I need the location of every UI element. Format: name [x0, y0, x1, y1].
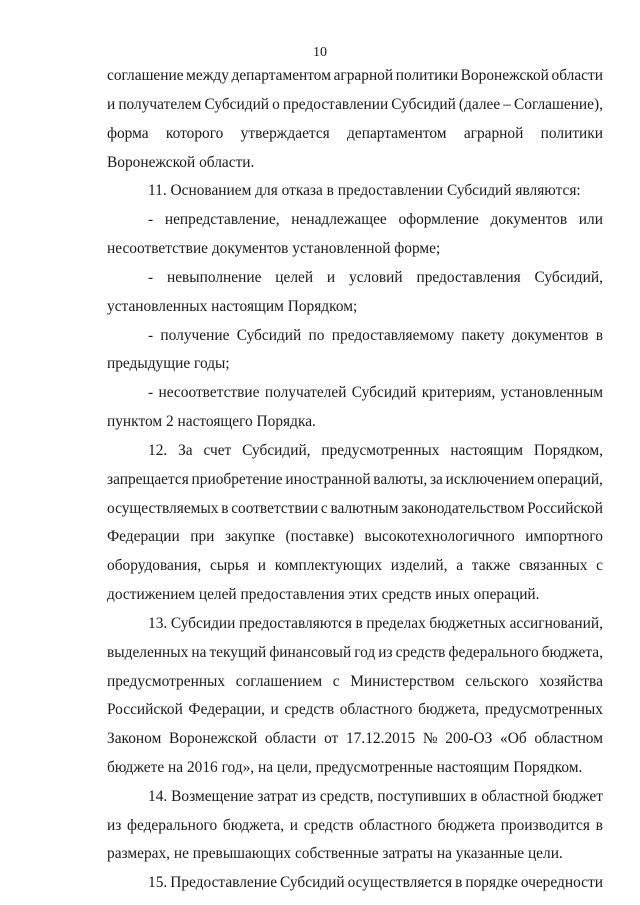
word: бюджета, — [418, 701, 480, 718]
word: 15. — [148, 874, 168, 891]
word: условий — [349, 269, 403, 286]
word: департаментом — [347, 125, 447, 142]
word: приобретение — [191, 471, 283, 488]
word: связанных — [519, 557, 588, 574]
word: политики — [540, 125, 603, 142]
word: и — [257, 557, 266, 574]
word: осуществляется — [347, 874, 453, 891]
word: Субсидий — [236, 327, 302, 344]
text-line — [107, 816, 603, 836]
word: бюджета — [437, 817, 496, 834]
word: предоставлении — [282, 96, 389, 113]
page-number: 10 — [313, 45, 327, 60]
word: или — [578, 211, 603, 228]
word: федерального — [448, 644, 539, 661]
word: областном — [534, 730, 603, 747]
word: - — [148, 211, 154, 228]
word: Предоставление — [170, 874, 278, 891]
word: очередности — [520, 874, 603, 891]
word: несоответствие — [158, 384, 260, 401]
word: Порядком, — [533, 442, 603, 459]
text-line — [107, 527, 603, 547]
text-line — [148, 441, 603, 461]
word: сельского — [465, 673, 529, 690]
word: Субсидий — [351, 384, 417, 401]
text-line: несоответствие документов установленной форме; — [107, 240, 441, 257]
word: предусмотренных — [484, 701, 603, 718]
word: настоящим — [450, 442, 524, 459]
text-line: установленных настоящим Порядком; — [107, 298, 358, 315]
word: ассигнований, — [509, 615, 603, 632]
word: выделенных — [107, 644, 189, 661]
text-line — [107, 556, 603, 576]
word: импортного — [525, 528, 603, 545]
text-line — [148, 210, 603, 230]
word: комплектующих — [274, 557, 383, 574]
word: критериям, — [421, 384, 496, 401]
word: в — [221, 500, 229, 517]
word: между — [186, 67, 229, 84]
word: областного — [359, 817, 432, 834]
word: Субсидий — [391, 96, 456, 113]
word: Федерации — [107, 528, 180, 545]
word: предусмотренных — [107, 673, 226, 690]
word: непредставление, — [164, 211, 280, 228]
word: при — [190, 528, 215, 545]
word: получателей — [264, 384, 347, 401]
text-line: пунктом 2 настоящего Порядка. — [107, 413, 316, 430]
text-line — [148, 873, 603, 893]
word: Субсидий, — [242, 442, 311, 459]
text-line — [107, 499, 603, 519]
word: 17.12.2015 — [345, 730, 416, 747]
word: из — [378, 644, 393, 661]
word: исключением — [445, 471, 535, 488]
word: по — [308, 327, 325, 344]
word: оформление — [398, 211, 479, 228]
text-line: размерах, не превышающих собственные затраты на указанные цели. — [107, 845, 563, 862]
word: также — [471, 557, 511, 574]
word: области — [264, 730, 317, 747]
text-line: бюджете на 2016 год», на цели, предусмотренные настоящим Порядком. — [107, 759, 583, 776]
text-line — [107, 470, 603, 490]
word: из — [107, 817, 122, 834]
word: а — [456, 557, 464, 574]
word: в — [470, 788, 478, 805]
word: в — [455, 874, 463, 891]
word: запрещается — [107, 471, 189, 488]
word: и — [326, 269, 336, 286]
word: соглашением — [235, 673, 323, 690]
word: сырья — [210, 557, 249, 574]
text-line — [107, 643, 603, 663]
word: предоставляются — [238, 615, 352, 632]
word: Министерством — [350, 673, 455, 690]
text-line — [107, 672, 603, 692]
word: поступивших — [377, 788, 467, 805]
text-line — [107, 124, 603, 144]
word: счет — [203, 442, 232, 459]
word: из — [301, 788, 316, 805]
word: Субсидий — [280, 874, 345, 891]
word: средств — [395, 644, 446, 661]
word: финансовый — [269, 644, 352, 661]
word: с — [320, 500, 328, 517]
text-line — [148, 383, 603, 403]
word: невыполнение — [166, 269, 262, 286]
word: департаментом — [231, 67, 331, 84]
word: 13. — [148, 615, 168, 632]
word: Российской — [107, 701, 183, 718]
word: бюджетных — [429, 615, 506, 632]
word: изделий, — [390, 557, 448, 574]
word: законодательством — [401, 500, 525, 517]
word: предусмотренных — [321, 442, 440, 459]
word: от — [324, 730, 339, 747]
word: бюджета, — [222, 817, 285, 834]
word: бюджет — [552, 788, 603, 805]
word: о — [272, 96, 280, 113]
word: получателем — [118, 96, 202, 113]
text-line: 11. Основанием для отказа в предоставлении Субсидий являются: — [148, 182, 581, 199]
word: операций, — [537, 471, 603, 488]
word: затрат — [257, 788, 298, 805]
word: год — [354, 644, 376, 661]
word: соглашение — [107, 67, 184, 84]
word: – — [503, 96, 511, 113]
word: Субсидии — [170, 615, 236, 632]
word: пределах — [366, 615, 426, 632]
text-line — [107, 95, 603, 115]
word: получение — [160, 327, 230, 344]
text-line — [148, 326, 603, 346]
word: в — [595, 327, 603, 344]
text-line — [148, 268, 603, 288]
word: 12. — [148, 442, 168, 459]
word: с — [332, 673, 340, 690]
word: валюты, — [373, 471, 428, 488]
word: которого — [165, 125, 224, 142]
word: закупке — [224, 528, 275, 545]
word: в — [595, 817, 603, 834]
word: (далее — [458, 96, 501, 113]
word: хозяйства — [539, 673, 603, 690]
word: осуществляемых — [107, 500, 219, 517]
word: федерального — [127, 817, 218, 834]
text-line: достижением целей предоставления этих средств иных операций. — [107, 586, 540, 603]
word: области — [551, 67, 603, 84]
word: средств — [284, 701, 335, 718]
word: Российской — [527, 500, 603, 517]
word: документов — [490, 211, 568, 228]
word: целей — [275, 269, 314, 286]
word: производится — [500, 817, 590, 834]
word: Федерации, — [188, 701, 265, 718]
word: областной — [481, 788, 549, 805]
word: валютным — [330, 500, 399, 517]
word: пакету — [461, 327, 505, 344]
word: Соглашение), — [514, 96, 603, 113]
word: соответствии — [231, 500, 319, 517]
word: ненадлежащее — [291, 211, 387, 228]
word: предоставляемому — [331, 327, 455, 344]
word: порядке — [465, 874, 518, 891]
word: с — [596, 557, 603, 574]
word: аграрной — [333, 67, 394, 84]
word: установленным — [500, 384, 603, 401]
word: За — [178, 442, 193, 459]
text-line: Воронежской области. — [107, 154, 255, 171]
word: текущий — [209, 644, 267, 661]
word: в — [355, 615, 363, 632]
word: аграрной — [463, 125, 524, 142]
word: Законом — [107, 730, 162, 747]
word: Воронежской — [169, 730, 258, 747]
word: средств, — [319, 788, 374, 805]
word: бюджета, — [541, 644, 603, 661]
word: политики — [395, 67, 459, 84]
word: документов — [511, 327, 589, 344]
word: иностранной — [285, 471, 371, 488]
word: и — [270, 701, 279, 718]
word: - — [148, 327, 154, 344]
word: Воронежской — [460, 67, 549, 84]
text-line — [107, 66, 603, 86]
text-line — [107, 700, 603, 720]
word: предоставления — [416, 269, 521, 286]
word: на — [191, 644, 207, 661]
word: областного — [339, 701, 413, 718]
word: за — [429, 471, 443, 488]
word: Возмещение — [171, 788, 254, 805]
word: утверждается — [240, 125, 330, 142]
word: - — [148, 384, 154, 401]
word: (поставке) — [285, 528, 354, 545]
word: Субсидий, — [534, 269, 603, 286]
word: оборудования, — [107, 557, 202, 574]
text-line — [148, 787, 603, 807]
word: высокотехнологичного — [364, 528, 515, 545]
text-line: предыдущие годы; — [107, 355, 230, 372]
text-line — [148, 614, 603, 634]
word: Субсидий — [204, 96, 270, 113]
word: и — [107, 96, 116, 113]
word: средств — [303, 817, 354, 834]
word: - — [148, 269, 154, 286]
word: 200-ОЗ — [445, 730, 493, 747]
word: № — [422, 730, 438, 747]
text-line — [107, 729, 603, 749]
word: «Об — [500, 730, 527, 747]
word: форма — [107, 125, 149, 142]
word: и — [289, 817, 299, 834]
word: 14. — [148, 788, 168, 805]
